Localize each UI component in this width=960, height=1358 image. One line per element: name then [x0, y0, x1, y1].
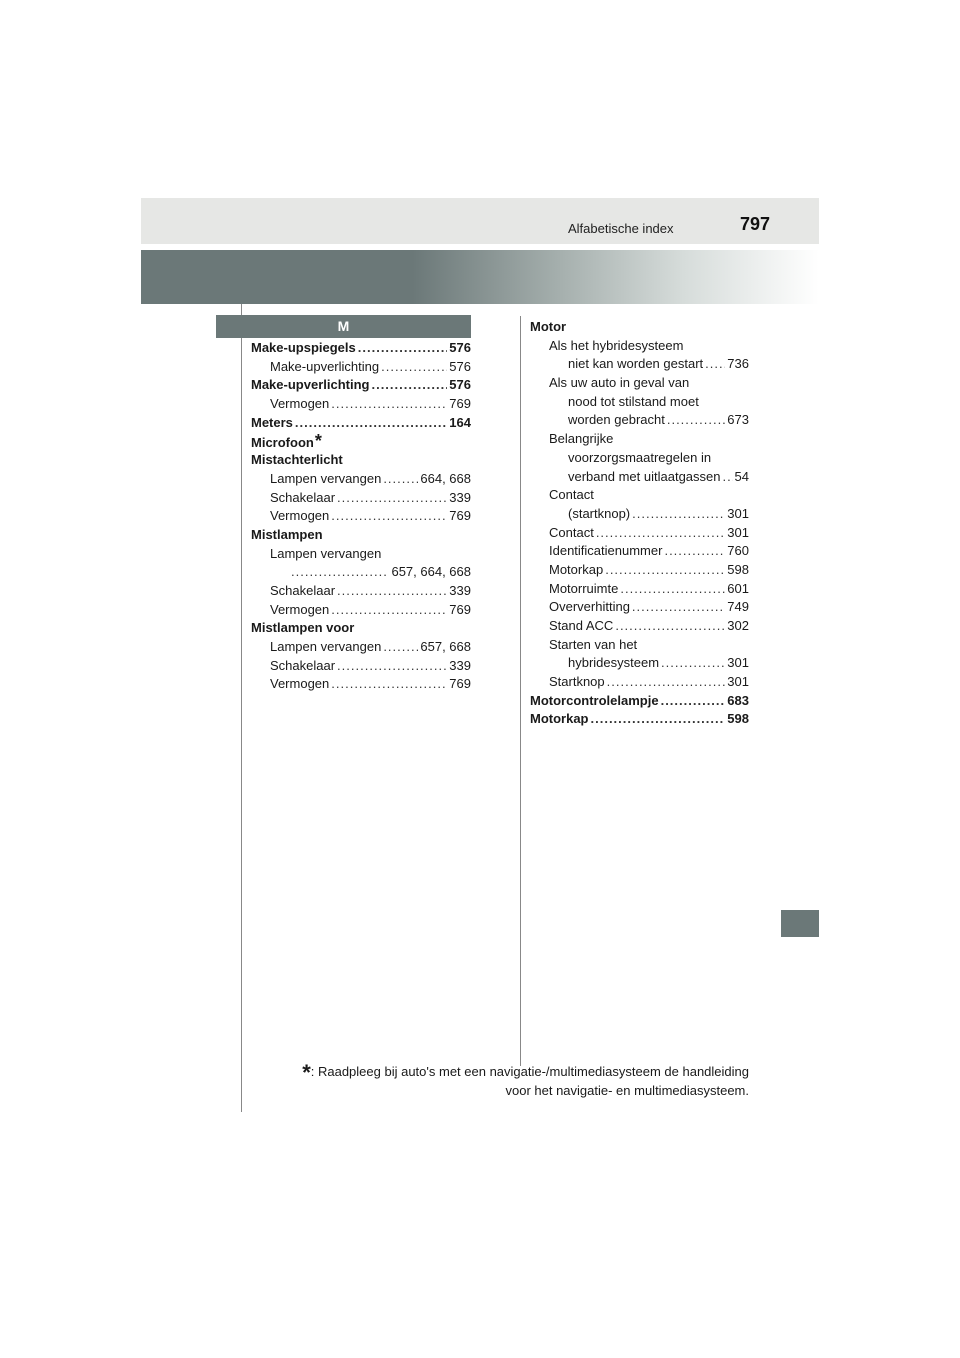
- footnote: [280, 1060, 749, 1100]
- header-bar: [141, 198, 819, 244]
- index-page-ref: 657, 668: [420, 639, 471, 654]
- index-term: hybridesysteem: [568, 655, 660, 671]
- index-page-ref: 54: [734, 468, 749, 484]
- index-page-ref: 769: [449, 396, 471, 412]
- header-title: Alfabetische index: [568, 221, 674, 236]
- dot-leader: [331, 507, 447, 526]
- index-entry: [251, 638, 471, 657]
- index-term: Motorkap: [530, 711, 589, 727]
- index-page-ref: 769: [449, 508, 471, 524]
- index-entry: [251, 470, 471, 489]
- index-entry: [530, 355, 749, 374]
- dot-leader: [337, 657, 447, 676]
- footnote-line-1: [280, 1060, 749, 1085]
- index-page-ref: 736: [727, 356, 749, 372]
- index-term: Meters: [251, 414, 293, 430]
- index-term: Oververhitting: [549, 599, 630, 615]
- index-term: Lampen vervangen: [270, 470, 382, 486]
- dot-leader: [371, 376, 447, 395]
- dot-leader: [337, 582, 447, 601]
- dot-leader: [661, 654, 725, 673]
- index-term: Schakelaar: [270, 582, 336, 598]
- index-term: Vermogen: [270, 396, 330, 412]
- index-entry: [530, 449, 749, 468]
- index-term: Starten van het: [549, 636, 638, 652]
- dot-leader: [607, 673, 726, 692]
- index-page-ref: 760: [727, 543, 749, 559]
- dot-leader: [620, 580, 725, 599]
- index-page-ref: 576: [449, 340, 471, 355]
- index-term: Schakelaar: [270, 657, 336, 673]
- dot-leader: [337, 489, 447, 508]
- index-page-ref: 601: [727, 580, 749, 596]
- index-page-ref: 302: [727, 618, 749, 633]
- index-entry: [251, 582, 471, 601]
- index-entry: [530, 542, 749, 561]
- left-margin-rule: [241, 304, 242, 1112]
- index-entry: [251, 601, 471, 620]
- chapter-thumb-tab: [781, 910, 819, 937]
- index-term: voorzorgsmaatregelen in: [568, 449, 712, 465]
- index-term: Microfoon: [251, 435, 314, 451]
- dot-leader: [591, 710, 726, 729]
- index-entry: [530, 393, 749, 412]
- index-entry: [530, 337, 749, 356]
- footnote-marker: *: [314, 431, 322, 452]
- index-entry: [251, 376, 471, 395]
- index-entry: [251, 358, 471, 377]
- dot-leader: [722, 468, 732, 487]
- index-entry: [530, 468, 749, 487]
- index-page-ref: 301: [727, 655, 749, 671]
- index-term: Vermogen: [270, 601, 330, 617]
- index-term: Mistachterlicht: [251, 452, 343, 468]
- index-page-ref: 339: [449, 657, 471, 673]
- footnote-text-1: : Raadpleeg bij auto's met een navigatie-/multimediasysteem de handleiding: [310, 1064, 749, 1079]
- index-page-ref: 598: [727, 711, 749, 727]
- dot-leader: [383, 638, 418, 657]
- index-entry: [530, 524, 749, 543]
- index-term: Identificatienummer: [549, 543, 663, 559]
- index-entry: [530, 636, 749, 655]
- index-entry: [530, 692, 749, 711]
- index-term: Als het hybridesysteem: [549, 337, 684, 353]
- index-page-ref: 301: [727, 505, 749, 521]
- column-divider: [520, 316, 521, 1066]
- index-entry: [530, 318, 749, 337]
- index-term: verband met uitlaatgassen: [568, 468, 721, 484]
- index-entry: [251, 675, 471, 694]
- index-term: Lampen vervangen: [270, 545, 382, 561]
- index-column-left: [251, 339, 471, 694]
- index-entry: [530, 617, 749, 636]
- index-entry: [530, 430, 749, 449]
- page-number: 797: [740, 214, 771, 234]
- index-page-ref: 657, 664, 668: [391, 564, 471, 580]
- dot-leader: [331, 601, 447, 620]
- index-term: Lampen vervangen: [270, 639, 382, 654]
- index-page-ref: 664, 668: [420, 470, 471, 486]
- index-term: Contact: [549, 487, 594, 503]
- index-entry: [530, 486, 749, 505]
- index-page-ref: 576: [449, 377, 471, 393]
- index-entry: [530, 580, 749, 599]
- index-entry: [530, 374, 749, 393]
- index-entry: [530, 710, 749, 729]
- index-entry: [251, 526, 471, 545]
- index-term: Make-upspiegels: [251, 340, 356, 355]
- index-page-ref: 339: [449, 489, 471, 505]
- dot-leader: [705, 355, 725, 374]
- index-entry: [251, 563, 471, 582]
- index-term: Motorkap: [549, 561, 604, 577]
- index-term: Startknop: [549, 674, 605, 690]
- index-entry: [251, 395, 471, 414]
- index-entry: [251, 432, 471, 451]
- dot-leader: [331, 675, 447, 694]
- index-term: (startknop): [568, 505, 631, 521]
- index-entry: [251, 451, 471, 470]
- index-column-right: [530, 318, 749, 729]
- index-page-ref: 339: [449, 582, 471, 598]
- dot-leader: [661, 692, 726, 711]
- index-entry: [251, 489, 471, 508]
- index-page-ref: 164: [449, 414, 471, 430]
- index-term: niet kan worden gestart: [568, 356, 704, 372]
- dot-leader: [295, 414, 447, 433]
- index-term: Vermogen: [270, 676, 330, 692]
- index-entry: [530, 411, 749, 430]
- index-page-ref: 683: [727, 692, 749, 708]
- index-page-ref: 598: [727, 561, 749, 577]
- index-entry: [251, 507, 471, 526]
- index-term: Motor: [530, 319, 567, 334]
- index-term: Motorruimte: [549, 580, 619, 596]
- index-page-ref: 301: [727, 674, 749, 690]
- section-band: [141, 250, 819, 304]
- footnote-star: *: [302, 1060, 311, 1085]
- dot-leader: [667, 411, 725, 430]
- index-entry: [251, 545, 471, 564]
- index-page-ref: 301: [727, 524, 749, 540]
- index-entry: [251, 657, 471, 676]
- index-term: Mistlampen voor: [251, 620, 355, 636]
- dot-leader: [632, 505, 725, 524]
- dot-leader: [381, 358, 447, 377]
- index-page-ref: 673: [727, 412, 749, 428]
- index-entry: [530, 673, 749, 692]
- index-entry: [530, 561, 749, 580]
- index-entry: [530, 598, 749, 617]
- dot-leader: [596, 524, 725, 543]
- index-entry: [251, 619, 471, 638]
- section-letter-bar: M: [216, 315, 471, 338]
- index-term: Vermogen: [270, 508, 330, 524]
- index-page-ref: 769: [449, 601, 471, 617]
- index-entry: [251, 339, 471, 358]
- index-term: Mistlampen: [251, 526, 323, 542]
- index-term: Als uw auto in geval van: [549, 375, 690, 391]
- index-page-ref: 576: [449, 358, 471, 374]
- dot-leader: [615, 617, 725, 636]
- index-page-ref: 769: [449, 676, 471, 692]
- index-term: Make-upverlichting: [251, 377, 370, 393]
- dot-leader: [383, 470, 418, 489]
- index-entry: [530, 505, 749, 524]
- index-term: worden gebracht: [568, 412, 665, 428]
- index-page-ref: 749: [727, 599, 749, 615]
- dot-leader: [291, 563, 389, 582]
- index-term: Contact: [549, 524, 594, 540]
- index-term: Schakelaar: [270, 489, 336, 505]
- dot-leader: [664, 542, 725, 561]
- index-entry: [530, 654, 749, 673]
- index-term: Make-upverlichting: [270, 358, 380, 374]
- index-term: Motorcontrolelampje: [530, 692, 659, 708]
- dot-leader: [605, 561, 725, 580]
- dot-leader: [632, 598, 725, 617]
- index-entry: [251, 414, 471, 433]
- footnote-line-2: voor het navigatie- en multimediasysteem.: [505, 1083, 749, 1098]
- dot-leader: [331, 395, 447, 414]
- index-term: Stand ACC: [549, 618, 614, 633]
- dot-leader: [358, 339, 448, 358]
- index-term: Belangrijke: [549, 431, 614, 447]
- index-term: nood tot stilstand moet: [568, 393, 699, 409]
